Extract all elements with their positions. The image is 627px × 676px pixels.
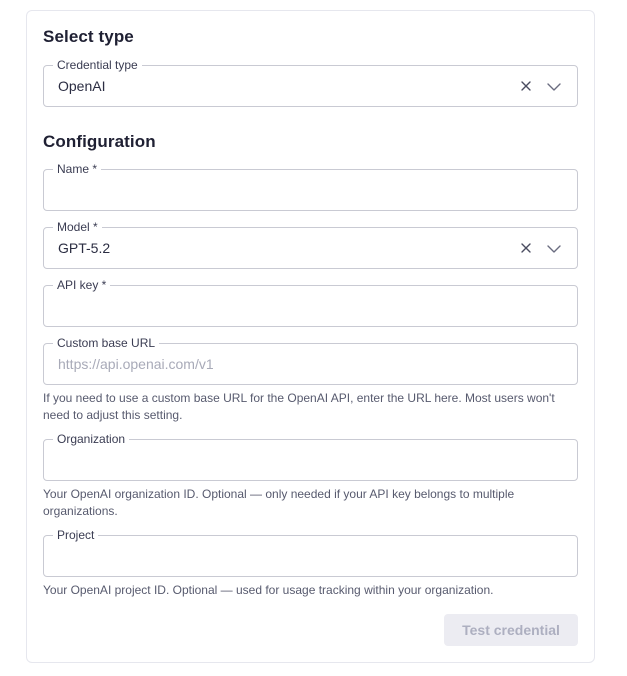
select-type-heading: Select type: [43, 27, 134, 46]
model-select[interactable]: [43, 220, 578, 269]
name-field[interactable]: [43, 162, 578, 211]
model-value: GPT-5.2: [58, 240, 111, 256]
close-icon[interactable]: [519, 77, 533, 95]
credential-type-label: Credential type: [53, 58, 142, 72]
chevron-down-icon[interactable]: [545, 240, 563, 258]
credential-type-select[interactable]: [43, 58, 578, 107]
credential-type-value: OpenAI: [58, 78, 106, 94]
api-key-label: API key *: [53, 278, 110, 292]
api-key-field[interactable]: [43, 278, 578, 327]
custom-base-url-label: Custom base URL: [53, 336, 159, 350]
custom-base-url-helper: If you need to use a custom base URL for the OpenAI API, enter the URL here. Most users won't need to adjust this setting.: [43, 391, 555, 422]
project-field[interactable]: [43, 528, 578, 577]
project-label: Project: [53, 528, 98, 542]
project-helper: Your OpenAI project ID. Optional — used for usage tracking within your organization.: [43, 583, 494, 597]
configuration-heading: Configuration: [43, 132, 156, 151]
chevron-down-icon[interactable]: [545, 78, 563, 96]
organization-field[interactable]: [43, 432, 578, 481]
model-label: Model *: [53, 220, 102, 234]
test-credential-button[interactable]: Test credential: [444, 614, 578, 646]
custom-base-url-placeholder: https://api.openai.com/v1: [58, 356, 214, 372]
close-icon[interactable]: [519, 239, 533, 257]
name-label: Name *: [53, 162, 101, 176]
organization-label: Organization: [53, 432, 129, 446]
credential-form-card: [26, 10, 595, 663]
custom-base-url-field[interactable]: [43, 336, 578, 385]
organization-helper: Your OpenAI organization ID. Optional — only needed if your API key belongs to multiple organizations.: [43, 487, 515, 518]
